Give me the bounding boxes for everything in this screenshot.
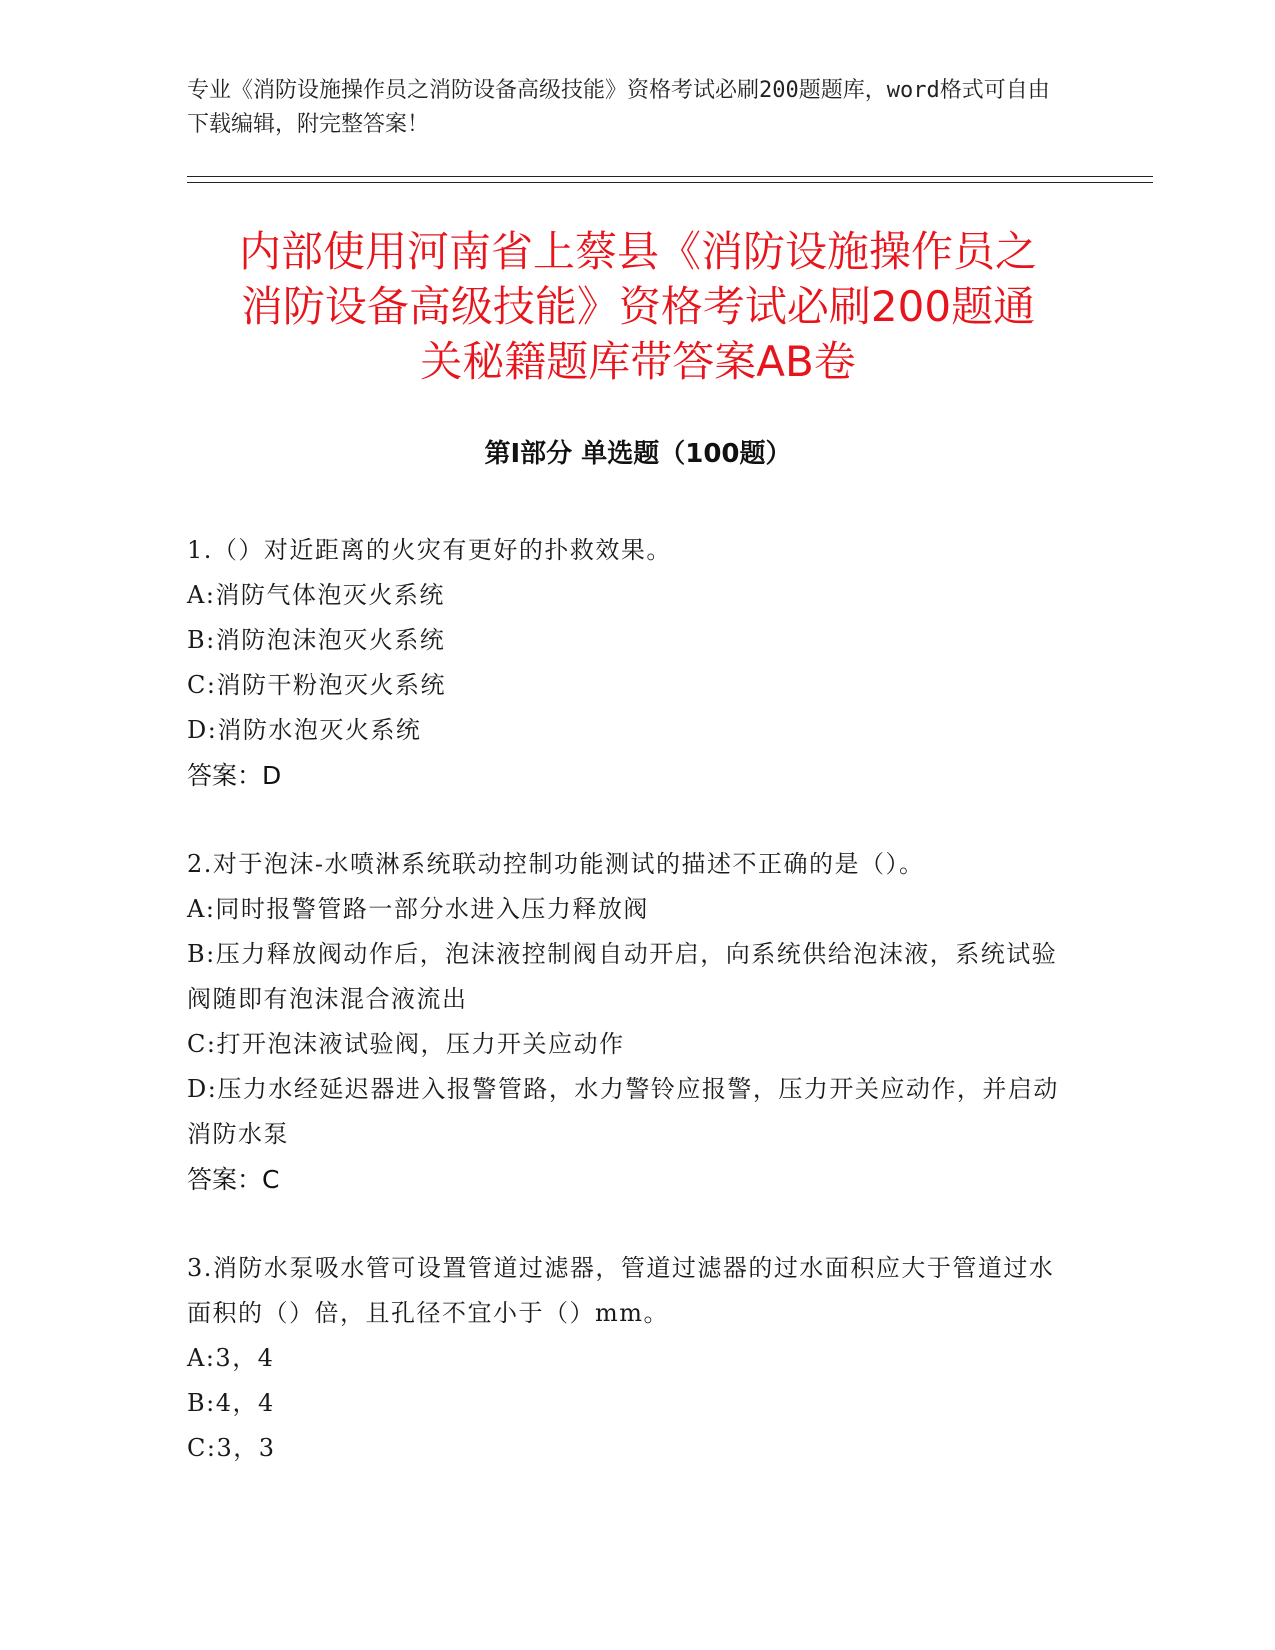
- question-stem: 1.（）对近距离的火灾有更好的扑救效果。: [187, 536, 672, 564]
- question-stem: 3.消防水泵吸水管可设置管道过滤器，管道过滤器的过水面积应大于管道过水面积的（）倍，且孔径不宜小于（）mm。: [187, 1254, 1055, 1327]
- question-stem: 2.对于泡沫-水喷淋系统联动控制功能测试的描述不正确的是（）。: [187, 850, 925, 878]
- option-a: A:3，4: [187, 1344, 275, 1372]
- option-a: A:同时报警管路一部分水进入压力释放阀: [187, 895, 649, 923]
- option-b: B:压力释放阀动作后，泡沫液控制阀自动开启，向系统供给泡沫液，系统试验阀随即有泡沫混合液流出: [187, 940, 1058, 1013]
- option-d: D:压力水经延迟器进入报警管路，水力警铃应报警，压力开关应动作，并启动消防水泵: [187, 1075, 1059, 1148]
- question-3: [187, 1246, 1067, 1471]
- question-list: [187, 528, 1067, 1515]
- option-d: D:消防水泡灭火系统: [187, 716, 422, 744]
- option-b: B:4，4: [187, 1389, 275, 1417]
- header-note: 专业《消防设施操作员之消防设备高级技能》资格考试必刷200题题库，word格式可自由下载编辑，附完整答案！: [187, 78, 1050, 137]
- title-line: 关秘籍题库带答案AB卷: [420, 337, 856, 386]
- option-c: C:消防干粉泡灭火系统: [187, 671, 446, 699]
- answer: 答案：C: [187, 1165, 280, 1194]
- option-b: B:消防泡沫泡灭火系统: [187, 626, 446, 654]
- question-1: [187, 528, 1067, 798]
- answer: 答案：D: [187, 761, 282, 790]
- document-title: [180, 224, 1096, 389]
- option-c: C:3，3: [187, 1434, 276, 1462]
- title-line: 消防设备高级技能》资格考试必刷200题通: [240, 282, 1036, 331]
- title-line: 内部使用河南省上蔡县《消防设施操作员之: [238, 227, 1037, 276]
- header-rule-top: [187, 176, 1153, 177]
- option-c: C:打开泡沫液试验阀，压力开关应动作: [187, 1030, 625, 1058]
- header-rule-bottom: [187, 182, 1153, 183]
- section-title: 第Ⅰ部分 单选题（100题）: [484, 439, 792, 469]
- question-2: [187, 842, 1067, 1202]
- option-a: A:消防气体泡灭火系统: [187, 581, 445, 609]
